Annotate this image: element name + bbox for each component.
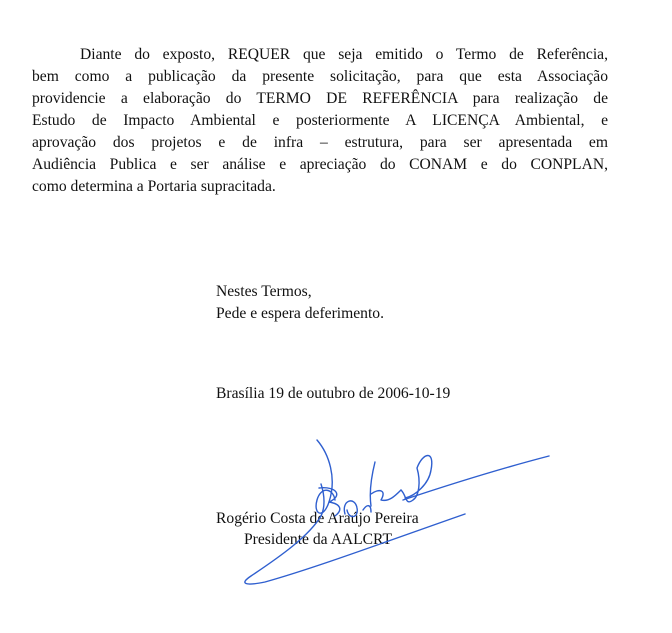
date-line: Brasília 19 de outubro de 2006-10-19 (216, 385, 451, 402)
paragraph-line: Diante do exposto, REQUER que seja emitido o Termo de Referência, (80, 46, 608, 63)
signer-name: Rogério Costa de Araújo Pereira (216, 510, 419, 527)
paragraph-line: Audiência Publica e ser análise e apreciação do CONAM e do CONPLAN, (32, 156, 608, 173)
paragraph-line: como determina a Portaria supracitada. (32, 178, 276, 195)
paragraph-line: providencie a elaboração do TERMO DE REFERÊNCIA para realização de (32, 90, 608, 107)
closing-line: Nestes Termos, (216, 283, 312, 300)
paragraph-line: bem como a publicação da presente solicitação, para que esta Associação (32, 68, 608, 85)
closing-block (216, 281, 384, 325)
paragraph-line: aprovação dos projetos e de infra – estrutura, para ser apresentada em (32, 134, 608, 151)
closing-line: Pede e espera deferimento. (216, 305, 384, 322)
signer-title: Presidente da AALCRT (244, 531, 393, 548)
request-paragraph (32, 44, 608, 198)
paragraph-line: Estudo de Impacto Ambiental e posteriormente A LICENÇA Ambiental, e (32, 112, 608, 129)
